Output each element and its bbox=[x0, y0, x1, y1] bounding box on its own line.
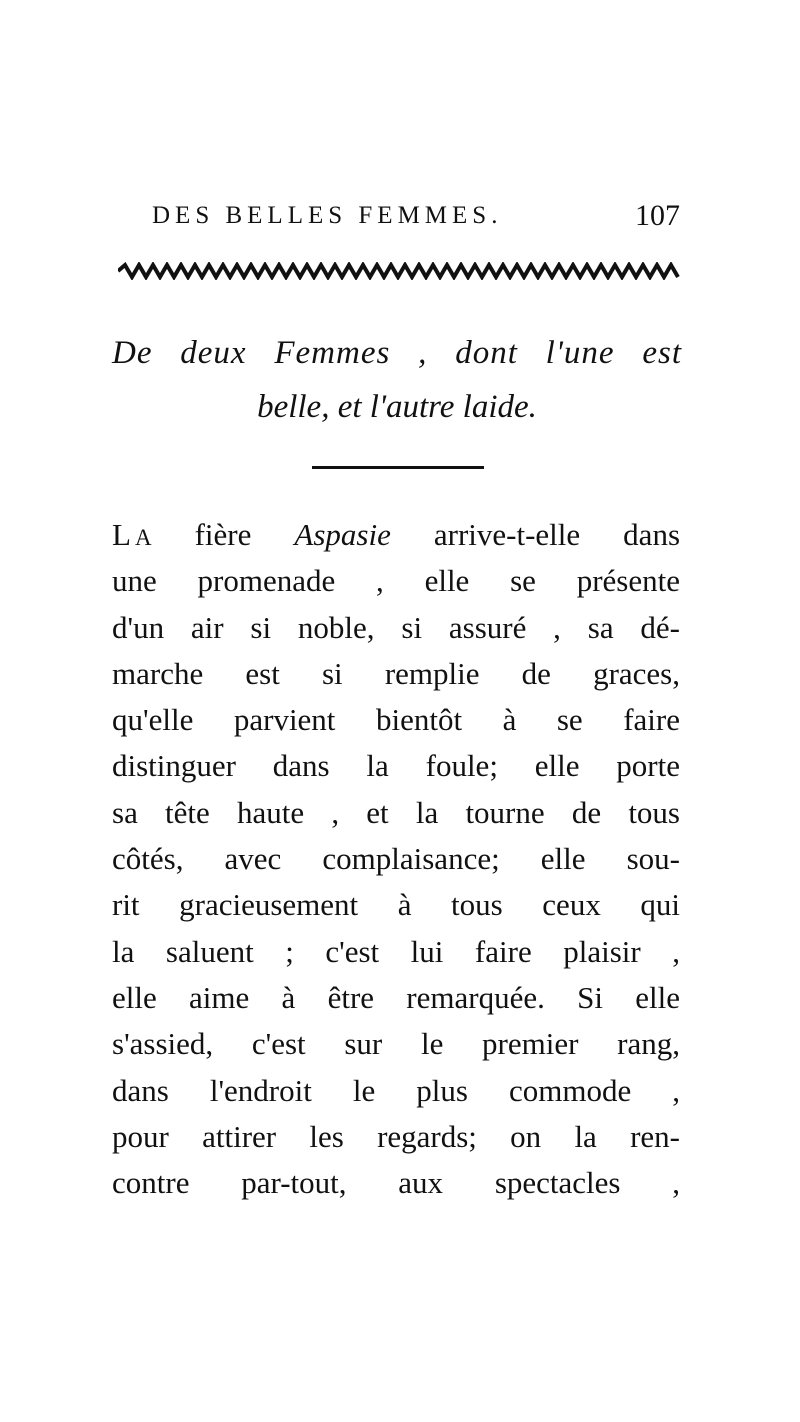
chapter-title-line-2: belle, et l'autre laide. bbox=[257, 389, 537, 425]
running-title: DES BELLES FEMMES. bbox=[152, 202, 503, 229]
chapter-title-line-1: De deux Femmes , dont l'une est bbox=[112, 335, 682, 371]
text-line: s'assied, c'est sur le premier rang, bbox=[112, 1026, 680, 1062]
text-fragment: fière bbox=[194, 517, 252, 552]
page-number: 107 bbox=[635, 199, 680, 232]
name-aspasie: Aspasie bbox=[294, 517, 391, 552]
text-line: sa tête haute , et la tourne de tous bbox=[112, 794, 680, 830]
text-line: pour attirer les regards; on la ren- bbox=[112, 1118, 680, 1154]
text-line: distinguer dans la foule; elle porte bbox=[112, 748, 680, 784]
chapter-title bbox=[112, 326, 682, 434]
text-line: qu'elle parvient bientôt à se faire bbox=[112, 702, 680, 738]
text-line: d'un air si noble, si assuré , sa dé- bbox=[112, 609, 680, 645]
text-line-1 bbox=[112, 512, 680, 558]
text-line: elle aime à être remarquée. Si elle bbox=[112, 979, 680, 1015]
text-line: côtés, avec complaisance; elle sou- bbox=[112, 841, 680, 877]
body-paragraph bbox=[112, 512, 680, 1206]
text-line: contre par-tout, aux spectacles , bbox=[112, 1165, 680, 1201]
text-line: une promenade , elle se présente bbox=[112, 563, 680, 599]
opening-capital: LA bbox=[112, 517, 152, 552]
text-line: marche est si remplie de graces, bbox=[112, 655, 680, 691]
text-line: la saluent ; c'est lui faire plaisir , bbox=[112, 933, 680, 969]
text-line: rit gracieusement à tous ceux qui bbox=[112, 887, 680, 923]
text-line: dans l'endroit le plus commode , bbox=[112, 1072, 680, 1108]
text-fragment: arrive-t-elle dans bbox=[433, 517, 680, 552]
running-head bbox=[152, 196, 680, 236]
wavy-ornament-rule bbox=[118, 262, 680, 280]
title-rule bbox=[312, 466, 484, 469]
